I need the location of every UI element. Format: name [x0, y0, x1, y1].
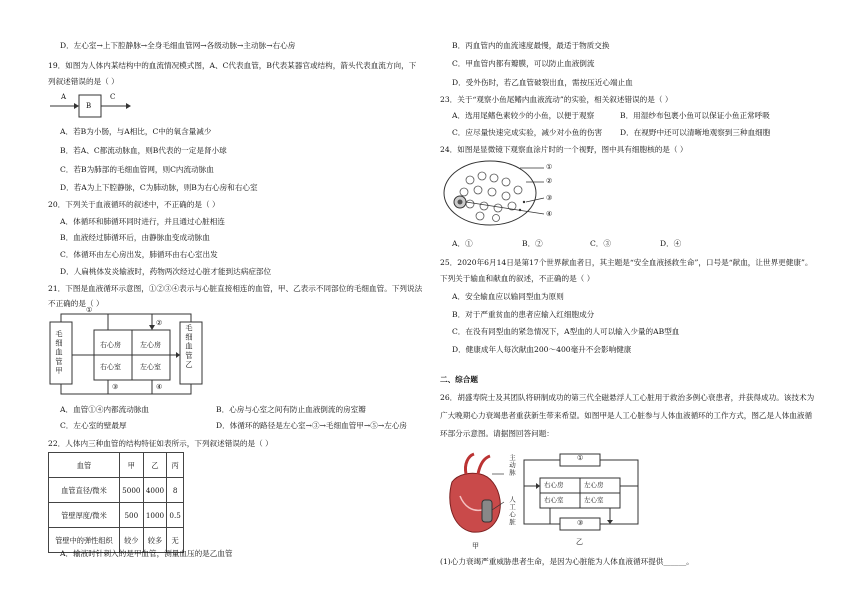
table-cell: 较多: [143, 528, 167, 553]
q26-artificial-heart-label: 人工心脏: [508, 496, 516, 526]
table-header-cell: 乙: [143, 453, 167, 478]
q21-vessel-4: ④: [156, 383, 163, 391]
q19-option-a: A．若B为小肠，与A相比，C中的氧含量减少: [60, 127, 212, 136]
q21-left-ventricle: 左心室: [140, 363, 161, 371]
q26-vessel-3: ③: [577, 519, 584, 527]
table-row: [49, 478, 184, 503]
q26-right-ventricle: 右心室: [544, 496, 564, 504]
q26-left-ventricle: 左心室: [584, 496, 604, 504]
q21-stem-line2: 不正确的是（ ）: [48, 299, 104, 308]
q24-option-a: A．①: [452, 239, 473, 248]
q23-option-c: C．应尽量快速完成实验，减少对小鱼的伤害: [452, 128, 603, 137]
q19-stem-line1: 19．如图为人体内某结构中的血流情况模式图，A、C代表血管，B代表某器官或结构，箭头代表血流方向，下: [48, 61, 417, 70]
q21-right-atrium: 右心房: [100, 341, 121, 349]
q26-stem-line2: 广大晚期心力衰竭患者重获新生带来希望。如图甲是人工心脏参与人体血液循环的工作方式，图乙是人体血液循: [440, 411, 813, 420]
table-header-cell: 甲: [120, 453, 144, 478]
q20-option-d: D．人扁桃体发炎输液时，药物两次经过心脏才能到达病症部位: [60, 267, 272, 276]
q24-blood-smear-view: [440, 158, 560, 228]
q21-stem-line1: 21．下图是血液循环示意图，①②③④表示与心脏直接相连的血管，甲、乙表示不同部位的毛细血管。下列说法: [48, 284, 423, 293]
q23-option-d: D．在视野中还可以清晰地观察到三种血细胞: [620, 128, 771, 137]
q23-stem: 23．关于“观察小鱼尾鳍内血液流动”的实验，相关叙述错误的是（ ）: [440, 95, 673, 104]
q22-option-d: D．受外伤时，若乙血管破裂出血，需按压近心端止血: [452, 78, 633, 87]
q21-capillary-b-label: 毛细血管乙: [185, 324, 194, 370]
q19-fig-b: B: [86, 102, 92, 110]
q21-vessel-3: ③: [112, 383, 119, 391]
q26-circulation-diagram: [520, 452, 650, 536]
q20-stem: 20．下列关于血液循环的叙述中，不正确的是（ ）: [48, 200, 220, 209]
q21-option-b: B．心房与心室之间有防止血液倒流的房室瓣: [216, 405, 366, 414]
q19-fig-c: C: [110, 93, 116, 101]
q26-fig-a-caption: 甲: [472, 542, 479, 550]
q21-option-a: A．血管①④内都流动脉血: [60, 405, 150, 414]
q21-capillary-a-label: 毛细血管甲: [55, 330, 64, 376]
q26-right-atrium: 右心房: [544, 481, 564, 489]
q26-stem-line1: 26．胡盛寿院士及其团队将研制成功的第三代全磁悬浮人工心脏用于救治多例心衰患者，并获得成功。该技术为: [440, 393, 815, 402]
q25-stem-line2: 下列关于输血和献血的叙述，不正确的是（ ）: [440, 274, 595, 283]
q24-label-1: ①: [546, 163, 553, 171]
q24-option-c: C．③: [590, 239, 611, 248]
q19-option-b: B．若A、C都流动脉血，则B代表的一定是肾小球: [60, 146, 227, 155]
q26-subquestion-1: (1)心力衰竭严重威胁患者生命，是因为心脏能为人体血液循环提供______。: [440, 557, 694, 566]
q26-aorta-label: 主动脉: [508, 454, 516, 477]
q24-option-b: B．②: [522, 239, 543, 248]
q19-option-c: C．若B为肺部的毛细血管网，则C内流动脉血: [60, 165, 214, 174]
q22-option-a: A．输液时针刺入的是甲血管，测量血压的是乙血管: [60, 549, 233, 558]
q26-left-atrium: 左心房: [584, 481, 604, 489]
q26-fig-b-caption: 乙: [576, 538, 583, 546]
table-header-row: [49, 453, 184, 478]
q19-stem-line2: 列叙述错误的是（ ）: [48, 77, 119, 86]
q25-option-d: D．健康成年人每次献血200～400毫升不会影响健康: [452, 345, 632, 354]
q22-option-b: B．丙血管内的血流速度最慢，最适于物质交换: [452, 41, 610, 50]
section-heading: 二、综合题: [440, 375, 478, 384]
table-cell: 4000: [143, 478, 167, 503]
q22-stem: 22．人体内三种血管的结构特征如表所示，下列叙述错误的是（ ）: [48, 439, 273, 448]
q22-vessel-table: [48, 452, 184, 553]
q24-stem: 24．如图是显微镜下观察血涂片时的一个视野，图中具有细胞核的是（ ）: [440, 145, 688, 154]
q25-option-c: C．在没有同型血的紧急情况下，A型血的人可以输入少量的AB型血: [452, 327, 680, 336]
q23-option-b: B．用湿纱布包裹小鱼可以保证小鱼正常呼吸: [620, 111, 770, 120]
q25-stem-line1: 25．2020年6月14日是第17个世界献血者日，其主题是“安全血液拯救生命”，口号是“献血，让世界更健康”。: [440, 258, 813, 267]
table-cell: 5000: [120, 478, 144, 503]
table-cell: 较少: [120, 528, 144, 553]
q23-option-a: A．选用尾鳍色素较少的小鱼，以便于观察: [452, 111, 595, 120]
table-cell: 无: [167, 528, 184, 553]
q21-vessel-1: ①: [86, 306, 93, 314]
q18-option-d: D．左心室→上下腔静脉→全身毛细血管网→各级动脉→主动脉→右心房: [60, 41, 296, 50]
table-cell: 血管直径/微米: [49, 478, 120, 503]
table-cell: 500: [120, 503, 144, 528]
table-header-cell: 血管: [49, 453, 120, 478]
q21-option-d: D．体循环的路径是左心室→③→毛细血管甲→⑤→左心房: [216, 421, 408, 430]
q24-option-d: D．④: [660, 239, 682, 248]
q25-option-b: B．对于严重贫血的患者应输入红细胞成分: [452, 310, 595, 319]
q21-left-atrium: 左心房: [140, 341, 161, 349]
q26-vessel-1: ①: [577, 454, 584, 462]
q21-vessel-2: ②: [156, 319, 163, 327]
table-cell: 8: [167, 478, 184, 503]
q26-stem-line3: 环部分示意图。请据图回答问题：: [440, 429, 554, 438]
q21-option-c: C．左心室的壁最厚: [60, 421, 127, 430]
q19-fig-a: A: [61, 93, 67, 101]
table-cell: 管壁厚度/微米: [49, 503, 120, 528]
q20-option-c: C．体循环由左心房出发，肺循环由右心室出发: [60, 250, 218, 259]
table-row: [49, 503, 184, 528]
table-cell: 1000: [143, 503, 167, 528]
q22-option-c: C．甲血管内都有瓣膜，可以防止血液倒流: [452, 59, 595, 68]
table-header-cell: 丙: [167, 453, 184, 478]
q20-option-a: A．体循环和肺循环同时进行，并且通过心脏相连: [60, 217, 225, 226]
table-cell: 管壁中的弹性组织: [49, 528, 120, 553]
q24-label-4: ④: [546, 210, 553, 218]
q25-option-a: A．安全输血应以输同型血为原则: [452, 292, 564, 301]
q19-option-d: D．若A为上下腔静脉，C为肺动脉，则B为右心房和右心室: [60, 183, 258, 192]
q21-right-ventricle: 右心室: [100, 363, 121, 371]
table-cell: 0.5: [167, 503, 184, 528]
q20-option-b: B．血液经过肺循环后，由静脉血变成动脉血: [60, 233, 210, 242]
q24-label-2: ②: [546, 177, 553, 185]
q24-label-3: ③: [546, 194, 553, 202]
